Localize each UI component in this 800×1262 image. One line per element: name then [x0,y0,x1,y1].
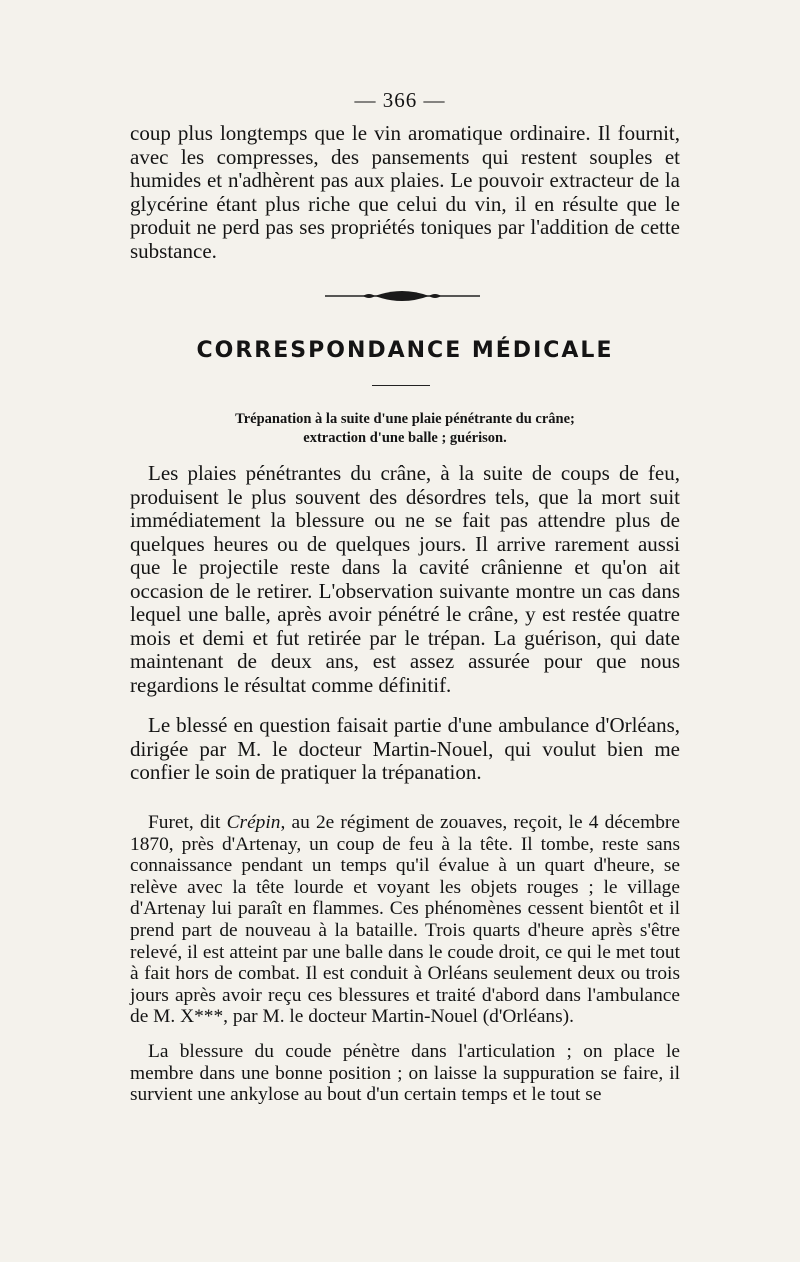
paragraph-4: La blessure du coude pénètre dans l'articulation ; on place le membre dans une bonne position ; on laisse la suppuration se faire, il survient une ankylose au bout d'un certain temps et le tout se [130,1041,680,1106]
heading-rule [372,385,430,386]
article-title-line-1: Trépanation à la suite d'une plaie pénétrante du crâne; [235,411,575,427]
paragraph-1: Les plaies pénétrantes du crâne, à la suite de coups de feu, produisent le plus souvent des désordres tels, que la mort suit immédiatement la blessure ou ne se fait pas attendre plus de quelques heures ou de quelques jours. Il arrive rarement aussi que le projectile reste dans la cavité crânienne et qu'on ait occasion de le retirer. L'observation suivante montre un cas dans lequel une balle, après avoir pénétré le crâne, y est restée quatre mois et demi et fut retirée par le trépan. La guérison, qui date maintenant de deux ans, est assez assurée pour que nous regardions le résultat comme définitif. [130,461,680,697]
case-alias: Crépin [226,812,281,833]
article-title-line-2: extraction d'une balle ; guérison. [303,430,507,446]
paragraph-2: Le blessé en question faisait partie d'une ambulance d'Orléans, dirigée par M. le docteur Martin-Nouel, qui voulut bien me confier le soin de pratiquer la trépanation. [130,713,680,784]
page-number: — 366 — [354,88,446,112]
case-text: , au 2e régiment de zouaves, reçoit, le 4 décembre 1870, près d'Artenay, un coup de feu à la tête. Il tombe, reste sans connaissance pendant un temps qu'il évalue à un quart d'heure, se relève avec la tête lourde et voyant les objets rouges ; le village d'Artenay lui paraît en flammes. Ces phénomènes cessent bientôt et il prend part de nouveau à la bataille. Trois quarts d'heure après s'être relevé, il est atteint par une balle dans le coude droit, ce qui le met tout à fait hors de combat. Il est conduit à Orléans seulement deux ou trois jours après avoir reçu ces blessures et traité d'abord dans l'ambulance de M. X***, par M. le docteur Martin-Nouel (d'Orléans). [130,812,680,1028]
paragraph-case [130,812,680,1028]
ornament-divider [325,286,480,306]
case-name: Furet, dit [148,812,221,833]
section-heading: CORRESPONDANCE MÉDICALE [196,338,614,363]
article-title [150,410,660,448]
intro-paragraph: coup plus longtemps que le vin aromatique ordinaire. Il fournit, avec les compresses, des pansements qui restent souples et humides et n'adhèrent pas aux plaies. Le pouvoir extracteur de la glycérine étant plus riche que celui du vin, il en résulte que le produit ne perd pas ses propriétés toniques par l'addition de cette substance. [130,121,680,263]
